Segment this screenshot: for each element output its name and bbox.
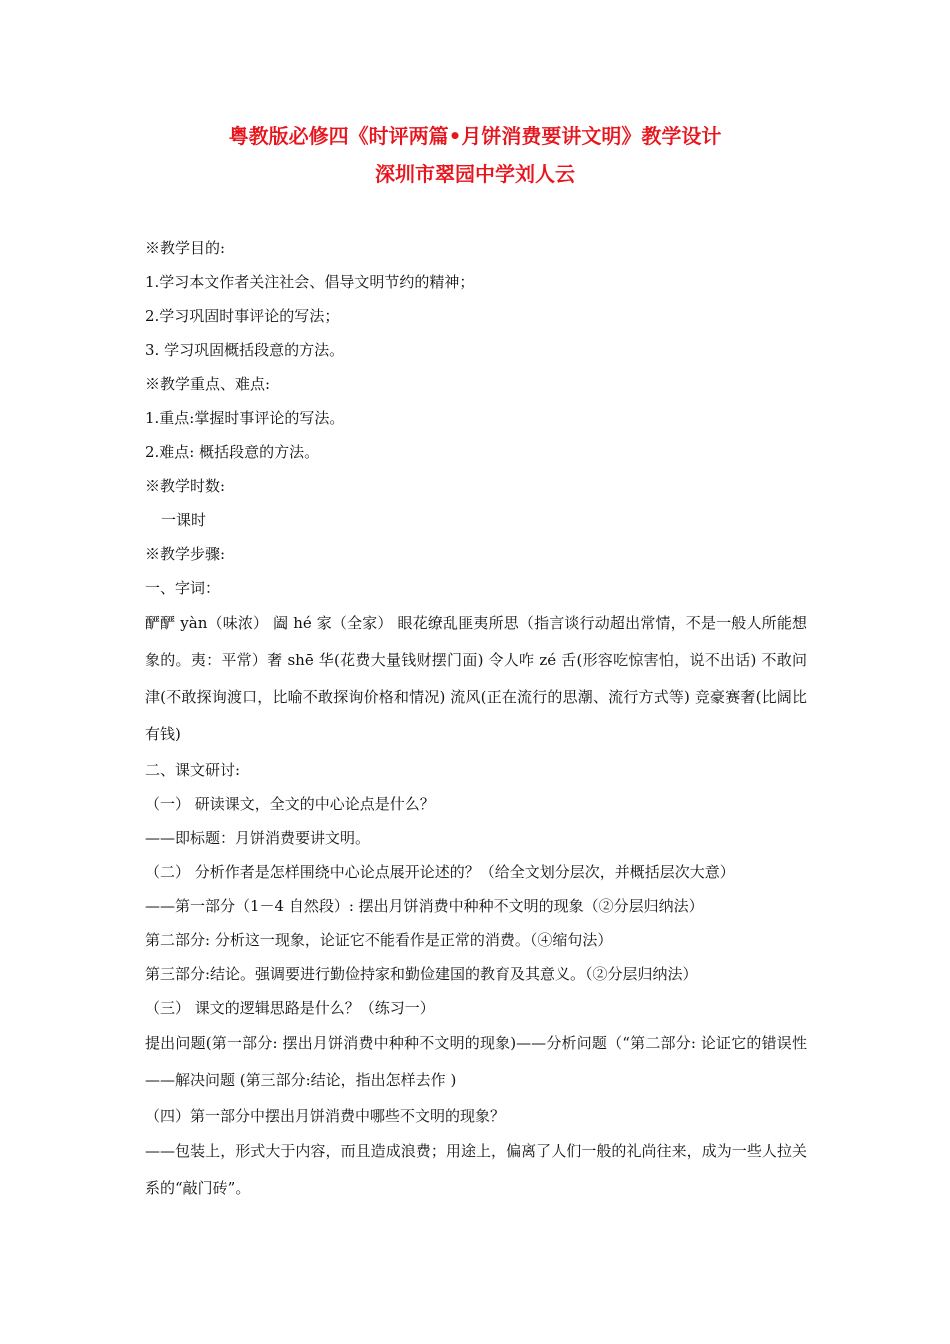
body-line: 2.学习巩固时事评论的写法； xyxy=(145,307,340,325)
question-line: （四）第一部分中摆出月饼消费中哪些不文明的现象？ xyxy=(145,1107,506,1125)
section-heading: ※教学目的: xyxy=(145,239,226,257)
logic-paragraph: 提出问题(第一部分: 摆出月饼消费中种种不文明的现象)——分析问题（“第二部分: 论证它的错误性——解决问题 (第三部分:结论，指出怎样去作 ) xyxy=(145,1034,807,1089)
body-line: 一课时 xyxy=(161,511,207,529)
answer-line: ——即标题：月饼消费要讲文明。 xyxy=(145,829,371,847)
body-line: 3. 学习巩固概括段意的方法。 xyxy=(145,341,345,359)
question-line: （二） 分析作者是怎样围绕中心论点展开论述的？（给全文划分层次，并概括层次大意） xyxy=(145,863,735,881)
document-body xyxy=(145,231,807,1207)
body-line: 一、字词： xyxy=(145,579,221,597)
section-heading: ※教学重点、难点: xyxy=(145,375,271,393)
author-line: 深圳市翠园中学刘人云 xyxy=(375,162,575,186)
section-heading: ※教学步骤: xyxy=(145,545,226,563)
answer-line: ——第一部分（1－4 自然段）: 摆出月饼消费中种种不文明的现象（②分层归纳法） xyxy=(145,897,704,915)
section-heading: ※教学时数: xyxy=(145,477,226,495)
body-line: 1.重点:掌握时事评论的写法。 xyxy=(145,409,345,427)
question-line: （一） 研读课文，全文的中心论点是什么？ xyxy=(145,795,435,813)
answer-paragraph: ——包装上，形式大于内容，而且造成浪费；用途上，偏离了人们一般的礼尚往来，成为一些人拉关系的“敲门砖”。 xyxy=(145,1142,807,1197)
body-line: 2.难点: 概括段意的方法。 xyxy=(145,443,320,461)
vocabulary-paragraph: 酽酽 yàn（味浓） 阖 hé 家（全家） 眼花缭乱匪夷所思（指言谈行动超出常情，不是一般人所能想象的。夷：平常）奢 shē 华(花费大量钱财摆门面) 令人咋 zé 舌(形容吃惊害怕，说不出话) 不敢问津(不敢探询渡口，比喻不敢探询价格和情况) 流风(正在流行的思潮、流行方式等) 竞豪赛奢(比阔比有钱) xyxy=(145,614,807,743)
answer-line: 第三部分:结论。强调要进行勤俭持家和勤俭建国的教育及其意义。（②分层归纳法） xyxy=(145,965,698,983)
body-line: 二、课文研讨: xyxy=(145,761,241,779)
body-line: 1.学习本文作者关注社会、倡导文明节约的精神； xyxy=(145,273,475,291)
document-title: 粤教版必修四《时评两篇•月饼消费要讲文明》教学设计 xyxy=(228,124,722,148)
answer-line: 第二部分: 分析这一现象，论证它不能看作是正常的消费。（④缩句法） xyxy=(145,931,613,949)
question-line: （三） 课文的逻辑思路是什么？（练习一） xyxy=(145,999,435,1017)
